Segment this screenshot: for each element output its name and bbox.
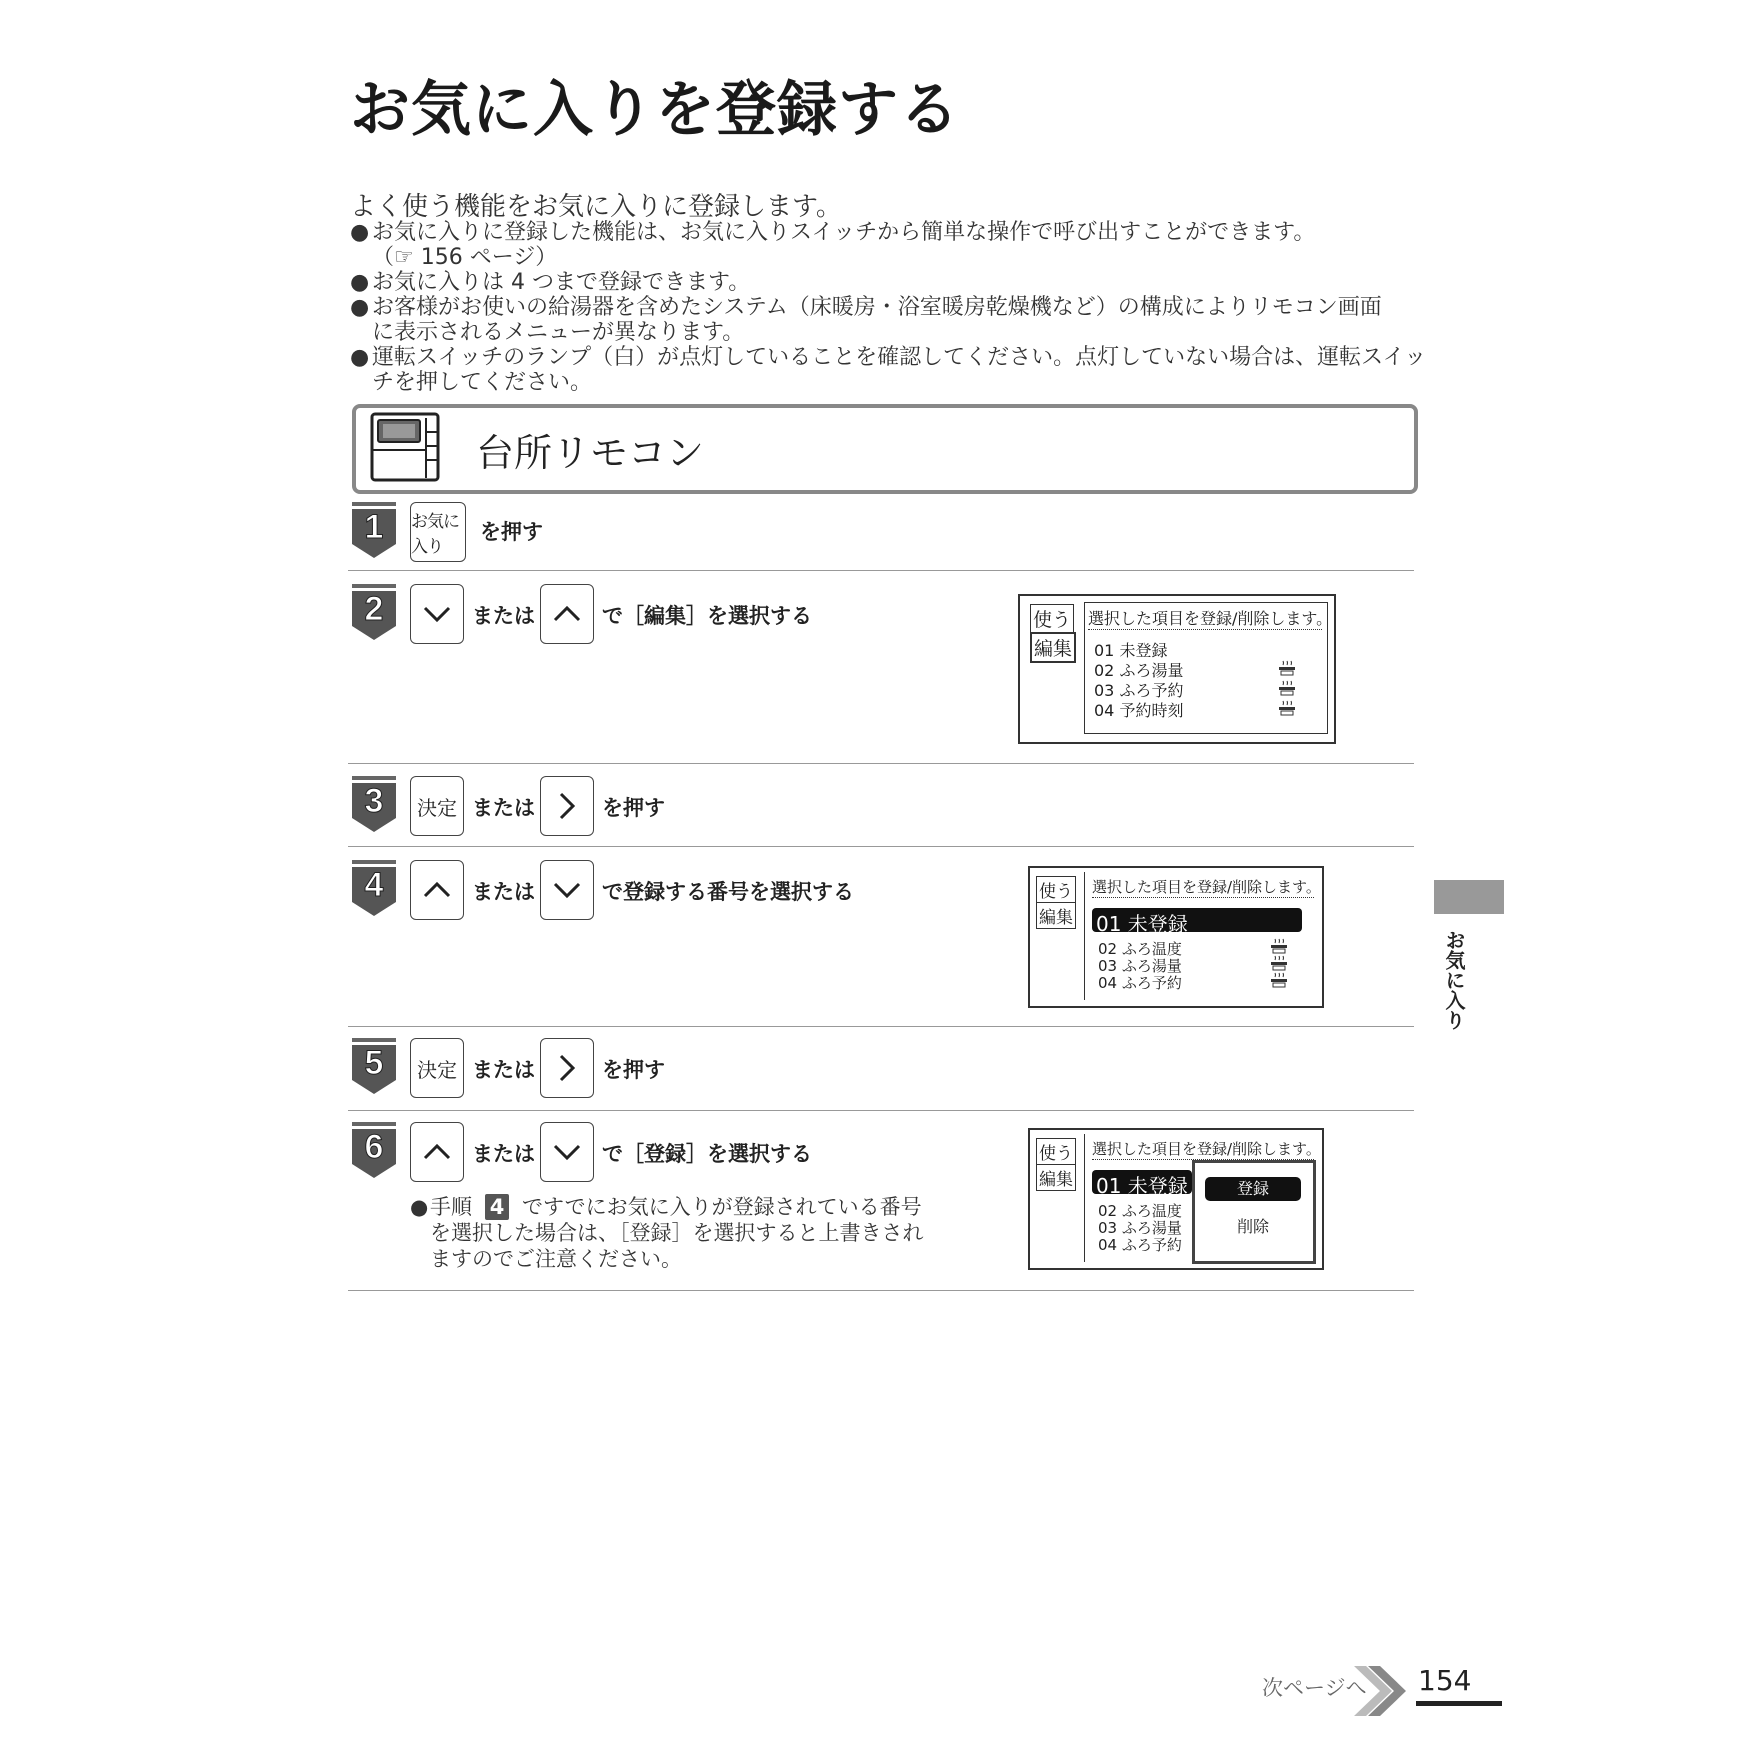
tab-use: 使う xyxy=(1030,604,1074,633)
screen-item: 03 ふろ予約 xyxy=(1094,681,1184,700)
chevron-up-icon xyxy=(552,604,582,624)
step-number: 2 xyxy=(364,590,384,628)
section-tab-marker xyxy=(1434,880,1504,914)
note-item: ● 運転スイッチのランプ（白）が点灯していることを確認してください。点灯していない場合は、運転スイッ xyxy=(350,345,1430,370)
divider xyxy=(348,1110,1414,1111)
up-key xyxy=(410,860,464,920)
step-5-text: を押す xyxy=(602,1058,665,1082)
step-number: 4 xyxy=(364,866,384,904)
note-item: ● お気に入りは 4 つまで登録できます。 xyxy=(350,270,1430,295)
step-3-text: を押す xyxy=(602,796,665,820)
screen-item: 04 予約時刻 xyxy=(1094,701,1184,720)
bath-icon xyxy=(1270,938,1288,954)
bath-icon xyxy=(1278,680,1296,696)
or-text: または xyxy=(472,604,535,628)
next-arrow-icon xyxy=(1352,1664,1406,1718)
screen-item: 04 ふろ予約 xyxy=(1098,1236,1182,1254)
bath-icon xyxy=(1278,660,1296,676)
decide-key: 決定 xyxy=(410,1038,464,1098)
chevron-down-icon xyxy=(552,880,582,900)
step-1-text: を押す xyxy=(480,520,543,544)
step-number: 5 xyxy=(364,1044,384,1082)
chevron-right-icon xyxy=(557,791,577,821)
or-text: または xyxy=(472,880,535,904)
note-prefix: 手順 xyxy=(430,1195,472,1219)
lcd-screen-1 xyxy=(1018,594,1336,744)
screen-item: 02 ふろ温度 xyxy=(1098,1202,1182,1220)
bath-icon xyxy=(1270,972,1288,988)
chevron-up-icon xyxy=(422,880,452,900)
step-number: 3 xyxy=(364,782,384,820)
page-title: お気に入りを登録する xyxy=(350,75,960,145)
step-4-text: で登録する番号を選択する xyxy=(602,880,854,904)
up-key xyxy=(540,584,594,644)
step-4-badge xyxy=(352,860,396,916)
chevron-down-icon xyxy=(552,1142,582,1162)
bath-icon xyxy=(1278,700,1296,716)
page-number-underline xyxy=(1416,1701,1502,1706)
note-item: ● お気に入りに登録した機能は、お気に入りスイッチから簡単な操作で呼び出すことができます。 xyxy=(350,220,1430,245)
up-key xyxy=(410,1122,464,1182)
popup-menu xyxy=(1192,1160,1316,1264)
or-text: または xyxy=(472,796,535,820)
favorite-key: お気に入り xyxy=(410,502,466,562)
down-key xyxy=(410,584,464,644)
note-line: ますのでご注意ください。 xyxy=(430,1247,682,1271)
screen-item: 03 ふろ湯量 xyxy=(1098,957,1182,975)
tab-edit: 編集 xyxy=(1036,902,1076,929)
note-item: ● お客様がお使いの給湯器を含めたシステム（床暖房・浴室暖房乾燥機など）の構成によりリモコン画面 xyxy=(350,295,1430,320)
step-ref-badge: 4 xyxy=(485,1194,510,1220)
notes-list xyxy=(350,220,1430,395)
or-text: または xyxy=(472,1058,535,1082)
selected-item: 01 未登録 xyxy=(1092,1170,1192,1194)
note-line: を選択した場合は、［登録］を選択すると上書きされ xyxy=(430,1221,924,1245)
divider xyxy=(348,763,1414,764)
decide-key: 決定 xyxy=(410,776,464,836)
down-key xyxy=(540,860,594,920)
selected-item: 01 未登録 xyxy=(1092,908,1302,932)
divider xyxy=(348,570,1414,571)
remote-controller-icon xyxy=(370,412,440,482)
chevron-right-icon xyxy=(557,1053,577,1083)
tab-use: 使う xyxy=(1036,1138,1076,1165)
step-6-badge xyxy=(352,1122,396,1178)
screen-item: 04 ふろ予約 xyxy=(1098,974,1182,992)
down-key xyxy=(540,1122,594,1182)
right-key xyxy=(540,1038,594,1098)
divider xyxy=(348,1290,1414,1291)
popup-delete-option: 削除 xyxy=(1236,1217,1269,1236)
screen-item: 03 ふろ湯量 xyxy=(1098,1219,1182,1237)
note-item-sub: に表示されるメニューが異なります。 xyxy=(372,320,745,345)
note-item-sub: （☞ 156 ページ） xyxy=(372,245,558,270)
screen-item: 01 未登録 xyxy=(1094,641,1168,660)
note-item-sub: チを押してください。 xyxy=(372,370,593,395)
step-3-badge xyxy=(352,776,396,832)
remocon-label: 台所リモコン xyxy=(476,431,705,475)
step-5-badge xyxy=(352,1038,396,1094)
next-page-label: 次ページへ xyxy=(1262,1676,1367,1700)
step-2-badge xyxy=(352,584,396,640)
tab-edit: 編集 xyxy=(1030,632,1076,663)
lcd-screen-3 xyxy=(1028,1128,1324,1270)
step-1-badge xyxy=(352,502,396,558)
bath-icon xyxy=(1270,955,1288,971)
section-label: お気に入り xyxy=(1442,930,1466,1030)
screen-item: 02 ふろ湯量 xyxy=(1094,661,1184,680)
intro-text: よく使う機能をお気に入りに登録します。 xyxy=(350,192,842,222)
screen-header: 選択した項目を登録/削除します。 xyxy=(1088,606,1322,630)
or-text: または xyxy=(472,1142,535,1166)
step-6-text: で［登録］を選択する xyxy=(602,1142,812,1166)
page-number: 154 xyxy=(1418,1664,1472,1697)
lcd-screen-2 xyxy=(1028,866,1324,1008)
step-2-text: で［編集］を選択する xyxy=(602,604,812,628)
screen-header: 選択した項目を登録/削除します。 xyxy=(1092,1140,1321,1158)
divider xyxy=(348,846,1414,847)
screen-header: 選択した項目を登録/削除します。 xyxy=(1092,878,1321,896)
chevron-down-icon xyxy=(422,604,452,624)
note-line: ですでにお気に入りが登録されている番号 xyxy=(522,1195,922,1219)
step-number: 6 xyxy=(364,1128,384,1166)
tab-edit: 編集 xyxy=(1036,1164,1076,1191)
right-key xyxy=(540,776,594,836)
chevron-up-icon xyxy=(422,1142,452,1162)
tab-use: 使う xyxy=(1036,876,1076,903)
step-number: 1 xyxy=(364,508,384,546)
divider xyxy=(348,1026,1414,1027)
popup-register-option: 登録 xyxy=(1205,1177,1301,1201)
screen-item: 02 ふろ温度 xyxy=(1098,940,1182,958)
step-6-note xyxy=(410,1194,930,1272)
